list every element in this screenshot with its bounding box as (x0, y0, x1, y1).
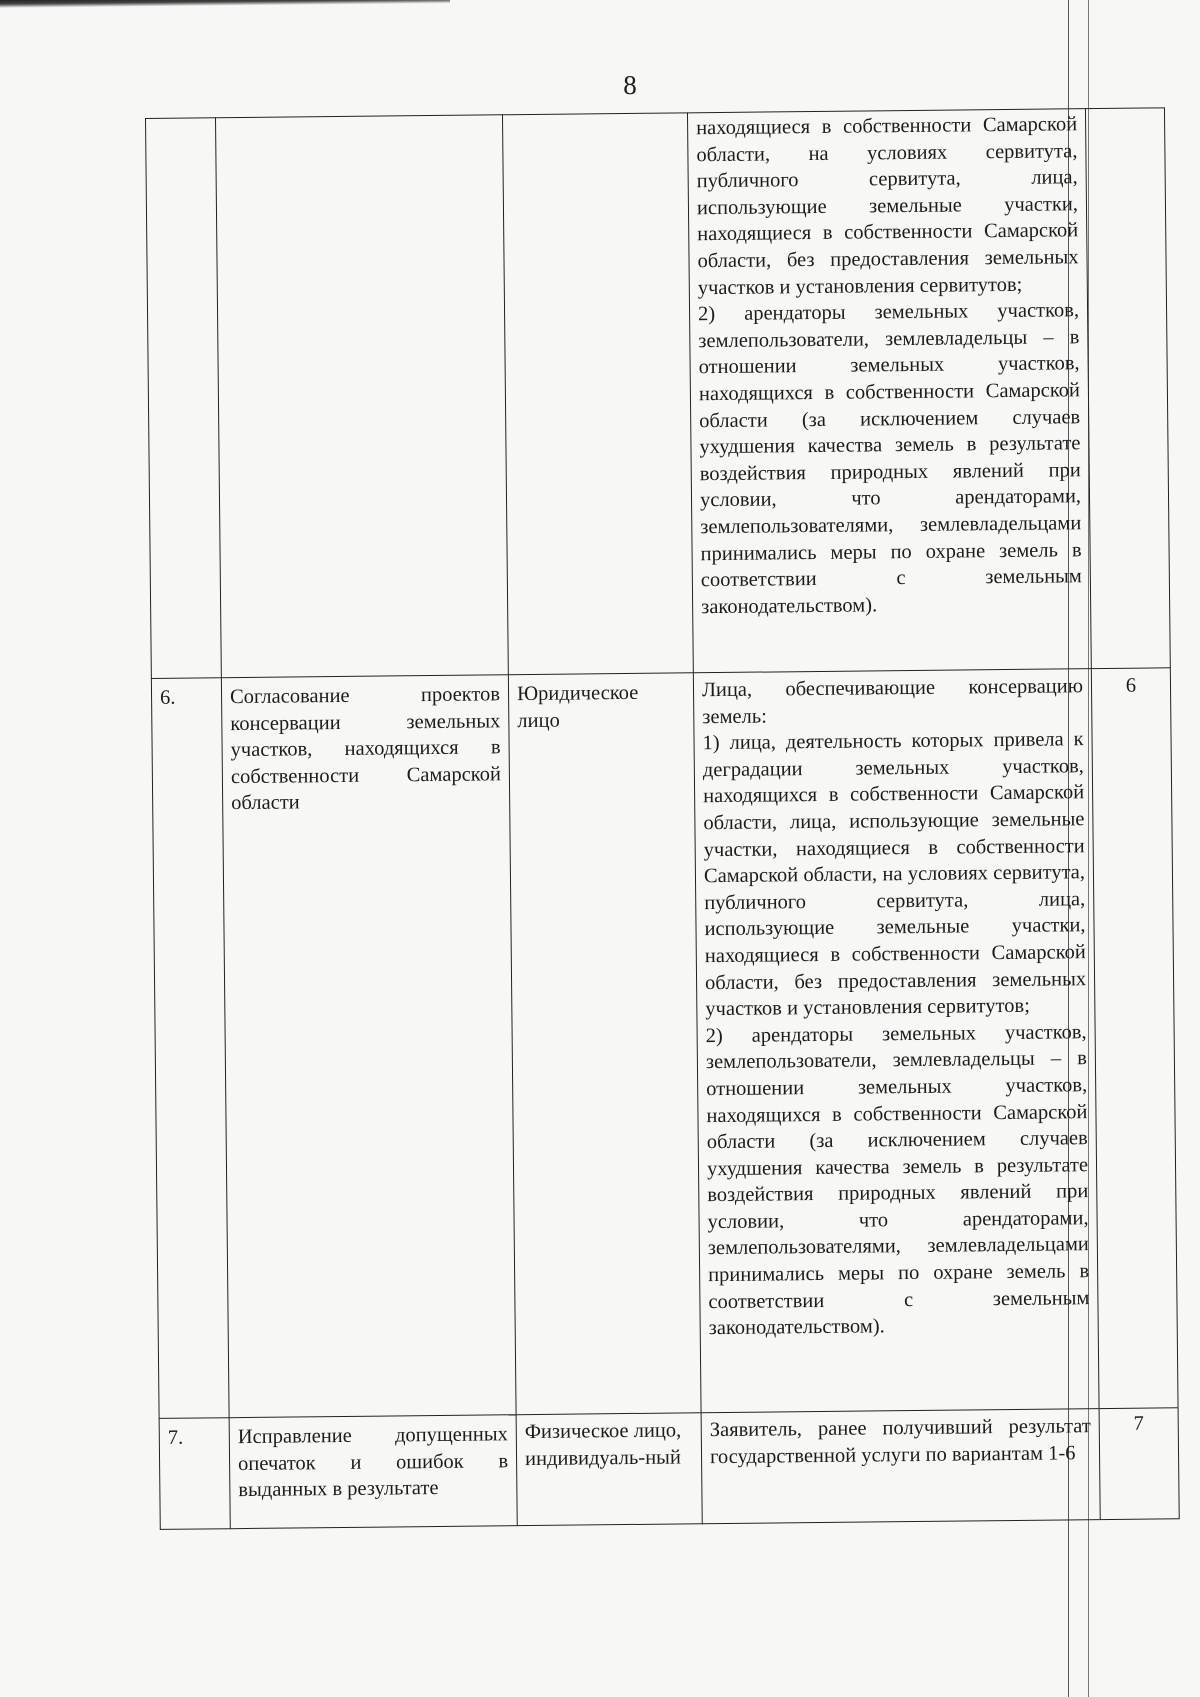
applicant-description: Лица, обеспечивающие консервацию земель: 1) лица, деятельность которых привела к деградации земельных участков, находящихся в собственности Самарской области, лица, использующие земельные участки, находящиеся в собственности Самарской области, на условиях сервитута, публичного сервитута, лица, использующие земельные участки, находящиеся в собственности Самарской области, без предоставления земельных участков и установления сервитутов; 2) арендаторы земельных участков, землепользователи, землевладельцы – в отношении земельных участков, находящихся в собственности Самарской области (за исключением случаев ухудшения качества земель в результате воздействия природных явлений при условии, что арендаторами, землепользователями, землевладельцами принимались меры по охране земель в соответствии с земельным законодательством). (701, 675, 1090, 1340)
applicant-type: Юридическое лицо (516, 681, 639, 732)
variant-cell (1085, 107, 1171, 668)
scan-edge-shadow (0, 0, 450, 8)
services-table (145, 107, 1180, 1564)
applicant-description: Заявитель, ранее получивший результат государственной услуги по вариантам 1-6 (709, 1415, 1091, 1468)
service-name-cell (221, 674, 516, 1417)
variant-cell (1099, 1407, 1180, 1520)
variant-number: 7 (1133, 1412, 1144, 1435)
service-name-cell (215, 114, 508, 677)
variant-cell (1091, 667, 1179, 1408)
row-number: 7. (167, 1426, 184, 1449)
applicant-description: находящиеся в собственности Самарской области, на условиях сервитута, публичного сервитута, лица, использующие земельные участки, находящиеся в собственности Самарской области, без предоставления земельных участков и установления сервитутов; 2) арендаторы земельных участков, землепользователи, землевладельцы – в отношении земельных участков, находящихся в собственности Самарской области (за исключением случаев ухудшения качества земель в результате воздействия природных явлений при условии, что арендаторами, землепользователями, землевладельцами принимались меры по охране земель в соответствии с земельным законодательством). (696, 113, 1082, 618)
service-name: Исправление допущенных опечаток и ошибок в выданных в результате (237, 1423, 509, 1502)
table-row (159, 1407, 1180, 1530)
page-number: 8 (623, 70, 637, 100)
applicant-type-cell (502, 112, 693, 674)
row-number-cell (159, 1417, 230, 1530)
applicant-type-cell (516, 1412, 702, 1526)
row-number-cell (151, 677, 229, 1418)
applicant-type-cell (508, 672, 701, 1414)
row-number: 6. (159, 686, 176, 709)
applicant-description-cell (687, 108, 1091, 672)
table-row (145, 107, 1171, 678)
applicant-type: Физическое лицо, индивидуаль-ный (524, 1419, 682, 1470)
service-name-cell (229, 1414, 517, 1529)
row-number-cell (145, 117, 221, 678)
variant-number: 6 (1125, 674, 1137, 697)
applicant-description-cell (701, 1408, 1100, 1524)
service-name: Согласование проектов консервации земельных участков, находящихся в собственности Самарской области (229, 683, 502, 815)
table-row (151, 667, 1179, 1418)
applicant-description-cell (693, 668, 1099, 1412)
